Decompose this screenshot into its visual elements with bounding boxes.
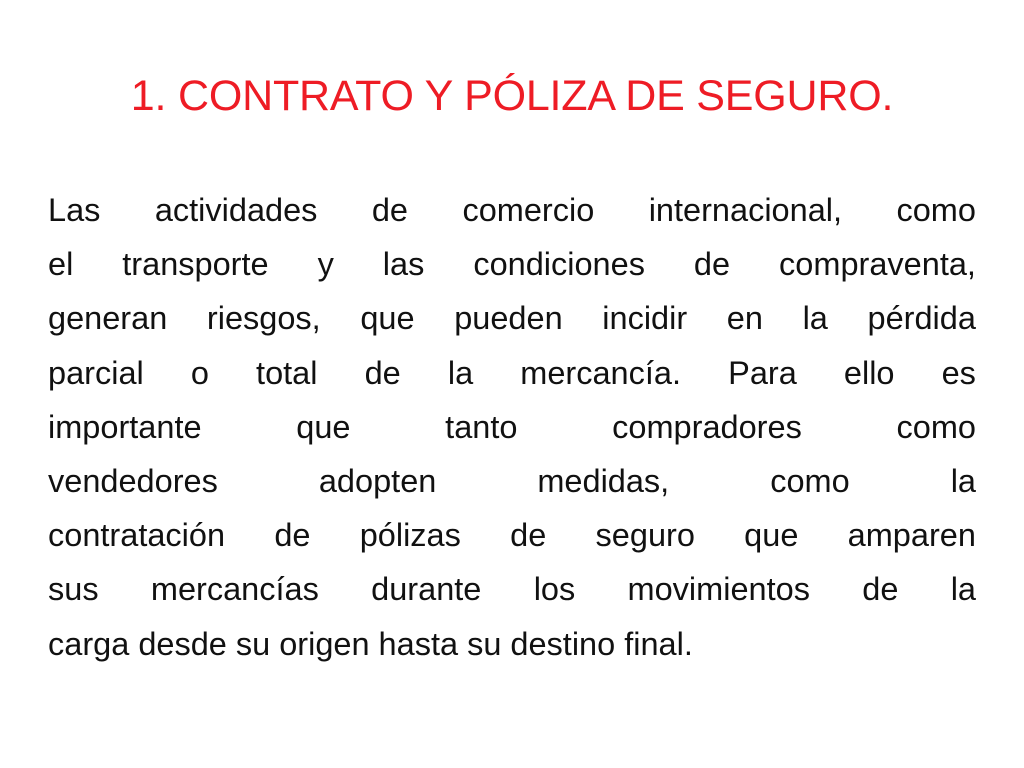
- word: la: [950, 571, 976, 608]
- word: y: [317, 246, 334, 283]
- word: internacional,: [648, 192, 843, 228]
- word: que: [744, 517, 799, 554]
- body-line: [48, 454, 976, 508]
- word: como: [770, 462, 850, 499]
- word: destino: [510, 625, 616, 662]
- word: la: [950, 462, 976, 499]
- word: sus: [48, 571, 99, 608]
- word: desde: [138, 625, 227, 662]
- word: de: [371, 192, 409, 228]
- word: importante: [48, 408, 202, 445]
- word: o: [190, 354, 209, 391]
- word: es: [941, 354, 976, 391]
- body-line: [48, 508, 976, 562]
- word: total: [256, 354, 318, 391]
- word: medidas,: [537, 462, 670, 499]
- word: compraventa,: [779, 246, 976, 283]
- body-line: [48, 183, 976, 237]
- word: de: [862, 571, 899, 608]
- word: origen: [279, 625, 370, 662]
- word: seguro: [595, 517, 695, 554]
- word: como: [896, 192, 976, 228]
- word: de: [274, 517, 311, 554]
- word: mercancía.: [520, 354, 682, 391]
- word: la: [447, 354, 474, 391]
- word: que: [360, 300, 415, 337]
- word: compradores: [612, 408, 802, 445]
- body-line: [48, 617, 976, 671]
- body-line: [48, 400, 976, 454]
- word: comercio: [462, 192, 595, 228]
- word: pólizas: [359, 517, 461, 554]
- word: pérdida: [867, 300, 976, 337]
- word: condiciones: [473, 246, 645, 283]
- word: contratación: [48, 517, 226, 554]
- word: incidir: [602, 300, 688, 337]
- word: que: [296, 408, 351, 445]
- word: carga: [48, 625, 130, 662]
- word: vendedores: [48, 462, 218, 499]
- word: mercancías: [150, 571, 319, 608]
- word: las: [382, 246, 425, 283]
- word: como: [896, 408, 976, 445]
- body-line: [48, 562, 976, 616]
- word: la: [802, 300, 828, 337]
- word: hasta: [378, 625, 459, 662]
- word: generan: [48, 300, 168, 337]
- word: de: [510, 517, 547, 554]
- word: Las: [48, 192, 101, 228]
- word: los: [533, 571, 576, 608]
- word: su: [467, 625, 502, 662]
- word: final.: [624, 625, 693, 662]
- word: tanto: [445, 408, 518, 445]
- word: adopten: [318, 462, 437, 499]
- word: durante: [371, 571, 482, 608]
- body-line: [48, 346, 976, 400]
- word: su: [235, 625, 271, 662]
- word: pueden: [454, 300, 563, 337]
- word: actividades: [154, 192, 318, 228]
- word: el: [48, 246, 74, 283]
- word: movimientos: [627, 571, 810, 608]
- word: de: [364, 354, 401, 391]
- body-line: [48, 237, 976, 291]
- slide-body: [48, 183, 976, 671]
- body-line: [48, 291, 976, 345]
- word: Para: [728, 354, 797, 391]
- word: parcial: [48, 354, 144, 391]
- word: de: [693, 246, 731, 283]
- word: riesgos,: [206, 300, 321, 337]
- word: amparen: [847, 517, 976, 554]
- slide-title: 1. CONTRATO Y PÓLIZA DE SEGURO.: [130, 72, 894, 120]
- word: transporte: [122, 246, 269, 283]
- word: en: [726, 300, 763, 337]
- word: ello: [843, 354, 895, 391]
